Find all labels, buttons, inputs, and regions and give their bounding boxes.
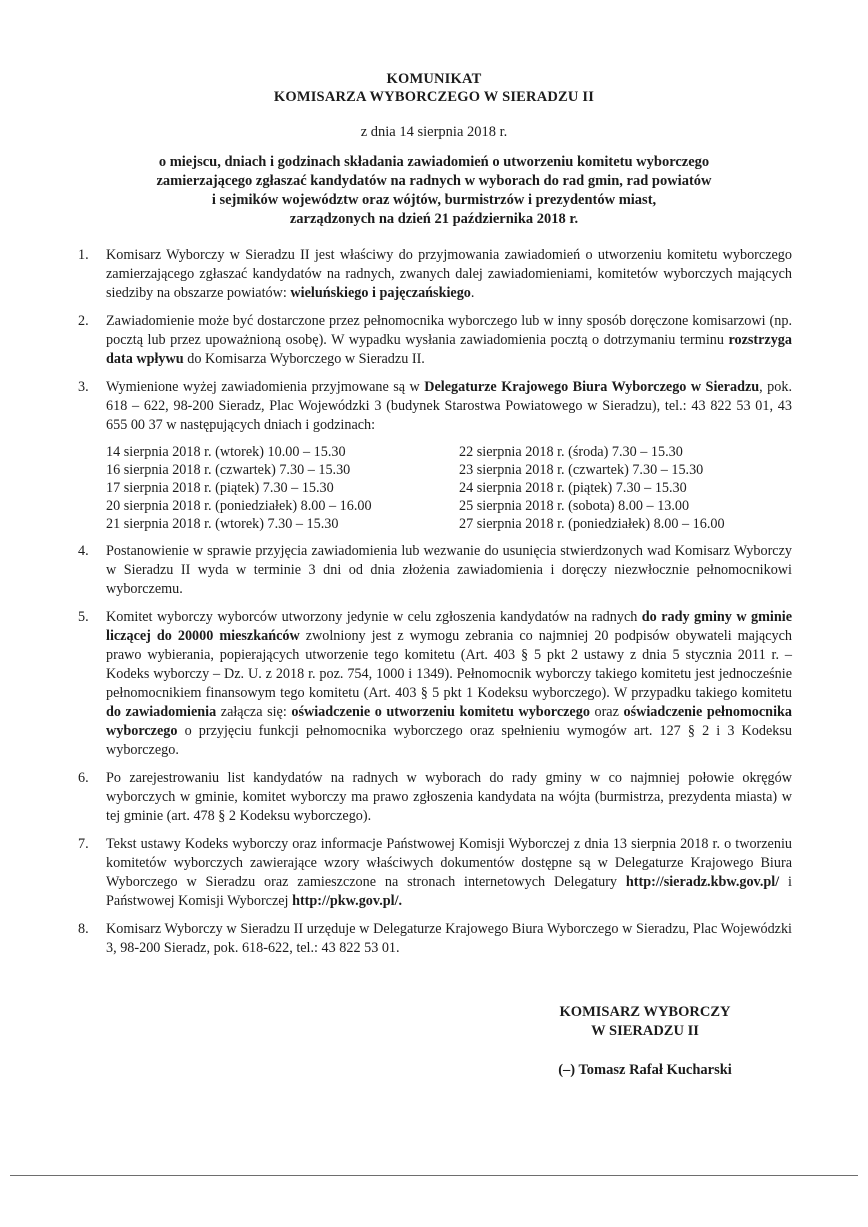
item-number: 2. [78,313,89,329]
schedule-entry: 22 sierpnia 2018 r. (środa) 7.30 – 15.30 [459,444,683,460]
item-number: 4. [78,543,89,559]
numbered-list [70,246,792,967]
schedule-entry: 20 sierpnia 2018 r. (poniedziałek) 8.00 – 16.00 [106,498,372,514]
text-run: Postanowienie w sprawie przyjęcia zawiadomienia lub wezwanie do usunięcia stwierdzonych wad Komisarz Wyborczy w Sieradzu II wyda w terminie 3 dni od dnia złożenia zawiadomienia i doręczy niezwłocznie pełnomocnikowi wyborczemu. [106,543,792,597]
list-item-7 [70,835,792,911]
schedule-entry: 24 sierpnia 2018 r. (piątek) 7.30 – 15.30 [459,480,687,496]
item-text [106,246,792,303]
text-run: Komitet wyborczy wyborców utworzony jedynie w celu zgłoszenia kandydatów na radnych [106,609,642,625]
text-run: Wymienione wyżej zawiadomienia przyjmowane są w [106,379,425,395]
pkw-url-link[interactable]: http://pkw.gov.pl/ [292,893,399,909]
text-run: Zawiadomienie może być dostarczone przez pełnomocnika wyborczego lub w inny sposób doręczone komisarzowi (np. pocztą lub przez upoważnioną osobę). W wypadku wysłania zawiadomienia pocztą o dotrzymaniu terminu [106,313,792,348]
item-number: 8. [78,921,89,937]
signature-block [540,1003,750,1080]
document-date: z dnia 14 sierpnia 2018 r. [360,124,508,140]
subject-line: zamierzającego zgłaszać kandydatów na radnych w wyborach do rad gmin, rad powiatów [156,173,712,189]
text-run: Po zarejestrowaniu list kandydatów na radnych w wyborach do rady gminy w co najmniej połowie okręgów wyborczych w gminie, komitet wyborczy ma prawo zgłoszenia kandydata na wójta (burmistrza, prezydenta miasta) w tej gminie (art. 478 § 2 Kodeksu wyborczego). [106,770,792,824]
document-header [0,70,868,229]
schedule-entry: 25 sierpnia 2018 r. (sobota) 8.00 – 13.00 [459,498,690,514]
text-run: Tekst ustawy Kodeks wyborczy oraz informacje Państwowej Komisji Wyborczej z dnia 13 sierpnia 2018 r. o tworzeniu komitetów wyborczych zawierające wzory właściwych dokumentów dostępne są w Delegaturze Krajowego Biura Wyborczego w Sieradzu oraz zamieszczone na stronach internetowych Delegatury [106,836,792,890]
document-title-authority: KOMISARZA WYBORCZEGO W SIERADZU II [273,89,595,105]
text-run: załącza się: [216,704,292,720]
list-item-2 [70,312,792,369]
item-number: 5. [78,609,89,625]
text-run: Komisarz Wyborczy w Sieradzu II urzęduje w Delegaturze Krajowego Biura Wyborczego w Sieradzu, Plac Wojewódzki 3, 98-200 Sieradz, pok. 618-622, tel.: 43 822 53 01. [106,921,792,956]
signature-title: KOMISARZ WYBORCZY [559,1004,731,1020]
text-run: i Państwowej Komisji Wyborczej [106,874,792,909]
item-text [106,378,792,533]
signature-title-place: W SIERADZU II [591,1023,699,1039]
subject-line: i sejmików województw oraz wójtów, burmistrzów i prezydentów miast, [211,192,657,208]
schedule-entry: 27 sierpnia 2018 r. (poniedziałek) 8.00 – 16.00 [459,516,725,532]
item-number: 6. [78,770,89,786]
text-run: oraz [589,704,624,720]
item-text [106,312,792,369]
text-run-bold: rozstrzyga data wpływu [106,332,792,367]
text-run-bold: . [398,893,403,909]
document-title: KOMUNIKAT [386,71,482,87]
text-run: . [470,285,475,301]
text-run-bold: do rady gminy w gminie liczącej do 20000 mieszkańców [106,609,792,644]
schedule-entry: 17 sierpnia 2018 r. (piątek) 7.30 – 15.30 [106,480,334,496]
delegatura-url-link[interactable]: http://sieradz.kbw.gov.pl/ [625,874,780,890]
subject-line: zarządzonych na dzień 21 października 2018 r. [289,211,579,227]
schedule-table [106,443,792,533]
list-item-6 [70,769,792,826]
list-item-5 [70,608,792,760]
signer-name: (–) Tomasz Rafał Kucharski [558,1062,732,1078]
text-run: , pok. 618 – 622, 98-200 Sieradz, Plac Wojewódzki 3 (budynek Starostwa Powiatowego w Sieradzu), tel.: 43 822 53 01, 43 655 00 37 w następujących dniach i godzinach: [106,379,792,433]
footer-divider [10,1175,858,1176]
item-text [106,920,792,958]
text-run-bold: wieluńskiego i pajęczańskiego [290,285,471,301]
text-run: Komisarz Wyborczy w Sieradzu II jest właściwy do przyjmowania zawiadomień o utworzeniu komitetu wyborczego zamierzającego zgłaszać kandydatów na radnych, zwanych dalej zawiadomieniami, komitetów wyborczych mających siedziby na obszarze powiatów: [106,247,792,301]
list-item-8 [70,920,792,958]
text-run-bold: do zawiadomienia [106,704,217,720]
item-text [106,608,792,760]
schedule-entry: 21 sierpnia 2018 r. (wtorek) 7.30 – 15.30 [106,516,339,532]
text-run: o przyjęciu funkcji pełnomocnika wyborczego oraz spełnieniu wymogów art. 127 § 2 i 3 Kodeksu wyborczego. [106,723,792,758]
item-text [106,835,792,911]
schedule-entry: 14 sierpnia 2018 r. (wtorek) 10.00 – 15.30 [106,444,346,460]
text-run-bold: Delegaturze Krajowego Biura Wyborczego w Sieradzu [424,379,760,395]
schedule-entry: 23 sierpnia 2018 r. (czwartek) 7.30 – 15.30 [459,462,704,478]
text-run-bold: oświadczenie o utworzeniu komitetu wyborczego [291,704,590,720]
document-subject [0,153,868,229]
schedule-column-right [459,443,792,533]
schedule-entry: 16 sierpnia 2018 r. (czwartek) 7.30 – 15.30 [106,462,351,478]
item-number: 1. [78,247,89,263]
list-item-4 [70,542,792,599]
schedule-column-left [106,443,439,533]
text-run: zwolniony jest z wymogu zebrania co najmniej 20 podpisów obywateli mających prawo wybierania, popierających utworzenie tego komitetu (Art. 403 § 5 pkt 2 ustawy z dnia 5 stycznia 2011 r. – Kodeks wyborczy – Dz. U. z 2018 r. poz. 754, 1000 i 1349). Pełnomocnik wyborczy takiego komitetu jest jednocześnie pełnomocnikiem finansowym tego komitetu (Art. 403 § 5 pkt 1 Kodeksu wyborczego). W przypadku takiego komitetu [106,628,792,701]
list-item-1 [70,246,792,303]
item-text [106,769,792,826]
text-run: do Komisarza Wyborczego w Sieradzu II. [183,351,425,367]
item-text [106,542,792,599]
subject-line: o miejscu, dniach i godzinach składania zawiadomień o utworzeniu komitetu wyborczego [158,154,710,170]
item-number: 3. [78,379,89,395]
list-item-3 [70,378,792,533]
text-run-bold: oświadczenie pełnomocnika wyborczego [106,704,793,739]
item-number: 7. [78,836,89,852]
